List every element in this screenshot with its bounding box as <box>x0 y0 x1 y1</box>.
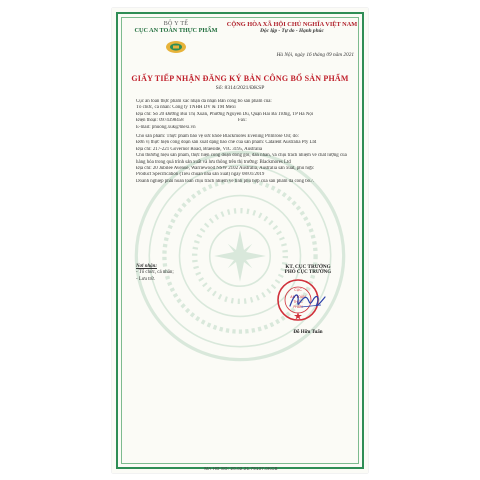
organization-line: Tổ chức, cá nhân: Công ty TNHH DV & TM Mexi <box>136 105 236 111</box>
issue-date: Hà Nội, ngày 16 tháng 09 năm 2021 <box>276 52 354 58</box>
recipient-item: - Tổ chức, cá nhân; <box>136 270 174 276</box>
handwritten-signature-icon <box>287 288 327 312</box>
recipients-block <box>136 264 174 283</box>
issuing-agency-header <box>128 21 224 34</box>
signature-title-block <box>258 264 358 275</box>
svg-text:AN TOÀN: AN TOÀN <box>290 295 306 299</box>
brand-owner-address-line: Địa chỉ: 20 Jubilee Avenue, Warriewood NSW 2102 Australia, Australia sản xuất, phù hợp: <box>136 166 315 172</box>
fax-text: Fax: <box>238 118 247 124</box>
address-line: Địa chỉ: Số 20 Đường Bùi Thị Xuân, Phường Nguyễn Du, Quận Hai Bà Trưng, TP Hà Nội <box>136 111 314 117</box>
ministry-name: BỘ Y TẾ <box>163 21 189 27</box>
responsibility-line: Doanh nghiệp phải hoàn toàn chịu trách nhiệm về tính phù hợp của sản phẩm đã công bố./. <box>136 178 314 184</box>
svg-text:CỤC: CỤC <box>294 288 302 292</box>
svg-text:THỰC: THỰC <box>293 300 303 304</box>
manufacturer-line: Đơn vị thực hiện công đoạn sản xuất dạng bào chế của sản phẩm: Catalent Australia Pty Ltd <box>136 140 317 146</box>
phone-text: Điện thoại: 0974398458 <box>136 118 184 124</box>
brand-owner-line: Chủ thương hiệu sản phẩm, thực hiện công đoạn đóng gói, dán nhãn, và chịu trách nhiệm về chất lượng của hàng hóa trong quá trình sản xuất và lưu thông trên thị trường: Blackmores Ltd <box>136 153 347 165</box>
svg-text:PHẨM: PHẨM <box>293 305 303 309</box>
recipients-title: Nơi nhận: <box>136 264 157 269</box>
agency-name: CỤC AN TOÀN THỰC PHẨM <box>134 27 218 34</box>
recipient-item: - Lưu trữ. <box>136 276 156 282</box>
dossier-code: MA HO SO: 20.02.21.79137.0KCB <box>204 466 278 471</box>
signature-title-2: PHÓ CỤC TRƯỞNG <box>284 270 332 275</box>
state-header <box>224 21 360 34</box>
document-title: GIẤY TIẾP NHẬN ĐĂNG KÝ BẢN CÔNG BỐ SẢN PHẨM <box>131 74 349 83</box>
signature-title-1: KT. CỤC TRƯỞNG <box>285 264 331 270</box>
manufacturer-address-line: Địa chỉ: 217-221 Governor Road, Braeside, VIC 3195, Australia <box>136 146 263 152</box>
email-line: E-mail: phuong.xuk@mexi.vn <box>136 124 196 130</box>
republic-name: CỘNG HÒA XÃ HỘI CHỦ NGHĨA VIỆT NAM <box>226 21 358 28</box>
document-number: Số: 8314/2021/ĐKSP <box>215 85 265 91</box>
intro-line: Cục an toàn thực phẩm xác nhận đã nhận Bản công bố sản phẩm của: <box>136 99 272 104</box>
national-motto: Độc lập - Tự do - Hạnh phúc <box>260 28 324 34</box>
specification-line: Product Specification (Tiêu chuẩn nhà sản xuất) ngày 08/01/2019 <box>136 172 265 178</box>
document-body <box>136 99 356 185</box>
signer-name: Đỗ Hữu Tuấn <box>293 330 323 335</box>
document-page <box>112 8 368 473</box>
agency-logo-icon <box>165 40 187 54</box>
product-line: Cho sản phẩm: Thực phẩm bảo vệ sức khỏe Blackmores Evening Primrose Oil; do: <box>136 134 299 140</box>
